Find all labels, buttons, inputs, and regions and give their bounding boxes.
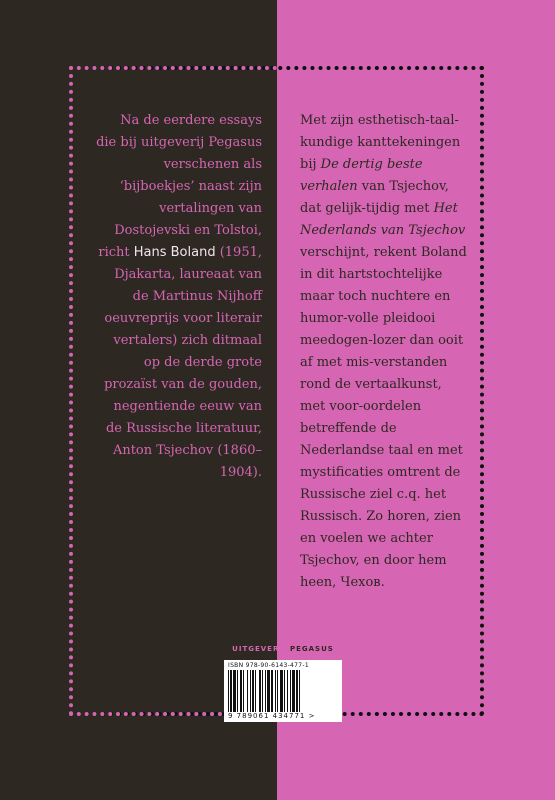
barcode-bar	[290, 670, 291, 712]
book-title-1: De dertig beste verhalen	[300, 157, 423, 194]
book-title-2: Het Nederlands van Tsjechov	[300, 201, 466, 238]
barcode-bar	[237, 670, 238, 712]
barcode-bar	[287, 670, 288, 712]
barcode-bar	[228, 670, 229, 712]
isbn-digits: 9 789061 434771 >	[228, 712, 316, 720]
barcode-bar	[299, 670, 300, 712]
publisher-logo	[223, 645, 343, 653]
barcode-bar	[275, 670, 276, 712]
barcode-bar	[284, 670, 285, 712]
blurb-left	[96, 110, 262, 484]
blurb-right	[300, 110, 470, 594]
isbn-label: ISBN 978-90-6143-477-1	[228, 662, 309, 669]
blurb-right-part1: Met zijn esthetisch-taal-kundige kanttekeningen bij	[300, 113, 461, 172]
barcode-bar	[277, 670, 278, 712]
publisher-name-b: PEGASUS	[289, 645, 334, 653]
barcode-bar	[247, 670, 248, 712]
barcode-bar	[255, 670, 256, 712]
barcode-bar	[262, 670, 263, 712]
barcode-bar	[259, 670, 261, 712]
barcode-bar	[252, 670, 254, 712]
barcode-bar	[271, 670, 273, 712]
blurb-left-part1: Na de eerdere essays die bij uitgeverij Pegasus verschenen als ‘bijboekjes’ naast zijn vertalingen van Dostojevski en Tolstoi, richt	[96, 113, 262, 260]
barcode-bar	[230, 670, 232, 712]
barcode-bar	[267, 670, 270, 712]
barcode-bar	[292, 670, 295, 712]
barcode-bar	[280, 670, 283, 712]
blurb-right-part3: verschijnt, rekent Boland in dit hartstochtelijke maar toch nuchtere en humor-volle pleidooi meedogen-lozer dan ooit af met mis-verstanden rond de vertaalkunst, met voor-oordelen betreffende de Nederlandse taal en met mystificaties omtrent de Russische ziel c.q. het Russisch. Zo horen, zien en voelen we achter Tsjechov, en door hem heen, Чехов.	[300, 245, 467, 590]
barcode-bar	[250, 670, 251, 712]
isbn-barcode	[224, 660, 342, 722]
barcode-bar	[296, 670, 298, 712]
author-name: Hans Boland	[133, 245, 216, 260]
blurb-right-part2: van Tsjechov, dat gelijk-tijdig met	[300, 179, 449, 216]
barcode-bars	[228, 670, 338, 712]
barcode-bar	[240, 670, 242, 712]
barcode-bar	[233, 670, 236, 712]
barcode-bar	[265, 670, 266, 712]
barcode-bar	[243, 670, 244, 712]
blurb-left-part2: (1951, Djakarta, laureaat van de Martinus Nijhoff oeuvreprijs voor literair vertalers) zich ditmaal op de derde grote prozaïst van de gouden, negentiende eeuw van de Russische literatuur, Anton Tsjechov (1860–1904).	[104, 245, 262, 480]
publisher-name-a: UITGEVERIJ	[232, 645, 290, 653]
